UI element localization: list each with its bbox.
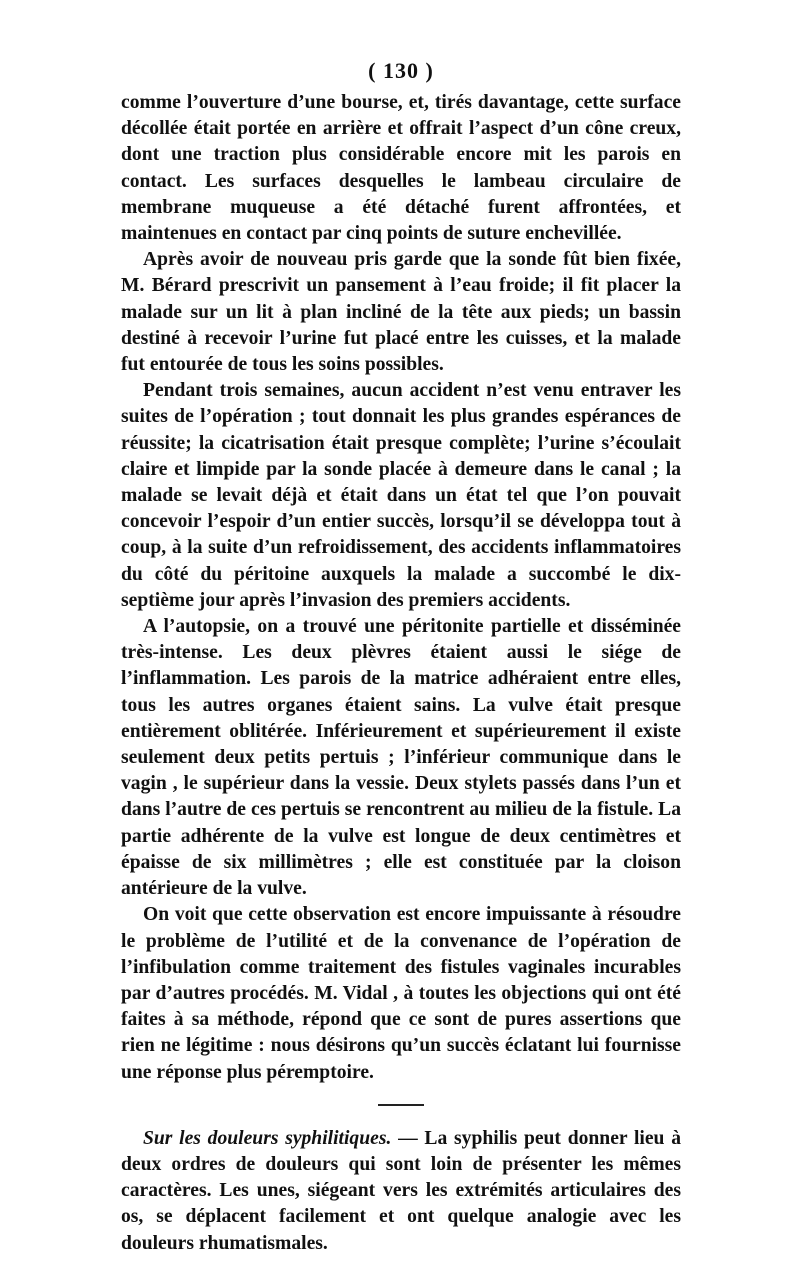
section-paragraph [121, 1126, 681, 1257]
paragraph-5: On voit que cette observation est encore impuissante à résoudre le problème de l’utilité et de la convenance de l’opération de l’infibulation comme traitement des fistules vaginales incurables par d’autres procédés. M. Vidal , à toutes les objections qui ont été faites à sa méthode, répond que ce sont de pures assertions que rien ne légitime : nous désirons qu’un succès éclatant lui fournisse une réponse plus péremptoire. [121, 904, 681, 1083]
section-text: — La syphilis peut donner lieu à deux ordres de douleurs qui sont loin de présenter les mêmes caractères. Les unes, siégeant vers les extrémités articulaires des os, se déplacent facilement et ont quelque analogie avec les douleurs rhumatismales. [121, 1127, 681, 1254]
paragraph-4: A l’autopsie, on a trouvé une péritonite partielle et disséminée très-intense. Les deux plèvres étaient aussi le siége de l’inflammation. Les parois de la matrice adhéraient entre elles, tous les autres organes étaient sains. La vulve était presque entièrement oblitérée. Inférieurement et supérieurement il existe seulement deux petits pertuis ; l’inférieur communique dans le vagin , le supérieur dans la vessie. Deux stylets passés dans l’un et dans l’autre de ces pertuis se rencontrent au milieu de la fistule. La partie adhérente de la vulve est longue de deux centimètres et épaisse de six millimètres ; elle est constituée par la cloison antérieure de la vulve. [121, 616, 681, 900]
section-divider [378, 1104, 424, 1106]
page-number: ( 130 ) [368, 58, 434, 83]
paragraph-2: Après avoir de nouveau pris garde que la sonde fût bien fixée, M. Bérard prescrivit un pansement à l’eau froide; il fit placer la malade sur un lit à plan incliné de la tête aux pieds; un bassin destiné à recevoir l’urine fut placé entre les cuisses, et la malade fut entourée de tous les soins possibles. [121, 249, 681, 376]
paragraph-1: comme l’ouverture d’une bourse, et, tirés davantage, cette surface décollée était portée en arrière et offrait l’aspect d’un cône creux, dont une traction plus considérable encore mit les parois en contact. Les surfaces desquelles le lambeau circulaire de membrane muqueuse a été détaché furent affrontées, et maintenues en contact par cinq points de suture enchevillée. [121, 92, 681, 245]
paragraph-3: Pendant trois semaines, aucun accident n’est venu entraver les suites de l’opération ; tout donnait les plus grandes espérances de réussite; la cicatrisation était presque complète; l’urine s’écoulait claire et limpide par la sonde placée à demeure dans le canal ; la malade se levait déjà et était dans un état tel que l’on pouvait concevoir l’espoir d’un entier succès, lorsqu’il se développa tout à coup, à la suite d’un refroidissement, des accidents inflammatoires du côté du péritoine auxquels la malade a succombé le dix-septième jour après l’invasion des premiers accidents. [121, 380, 681, 611]
document-page [121, 58, 681, 1257]
section-title: Sur les douleurs syphilitiques. [143, 1127, 392, 1149]
